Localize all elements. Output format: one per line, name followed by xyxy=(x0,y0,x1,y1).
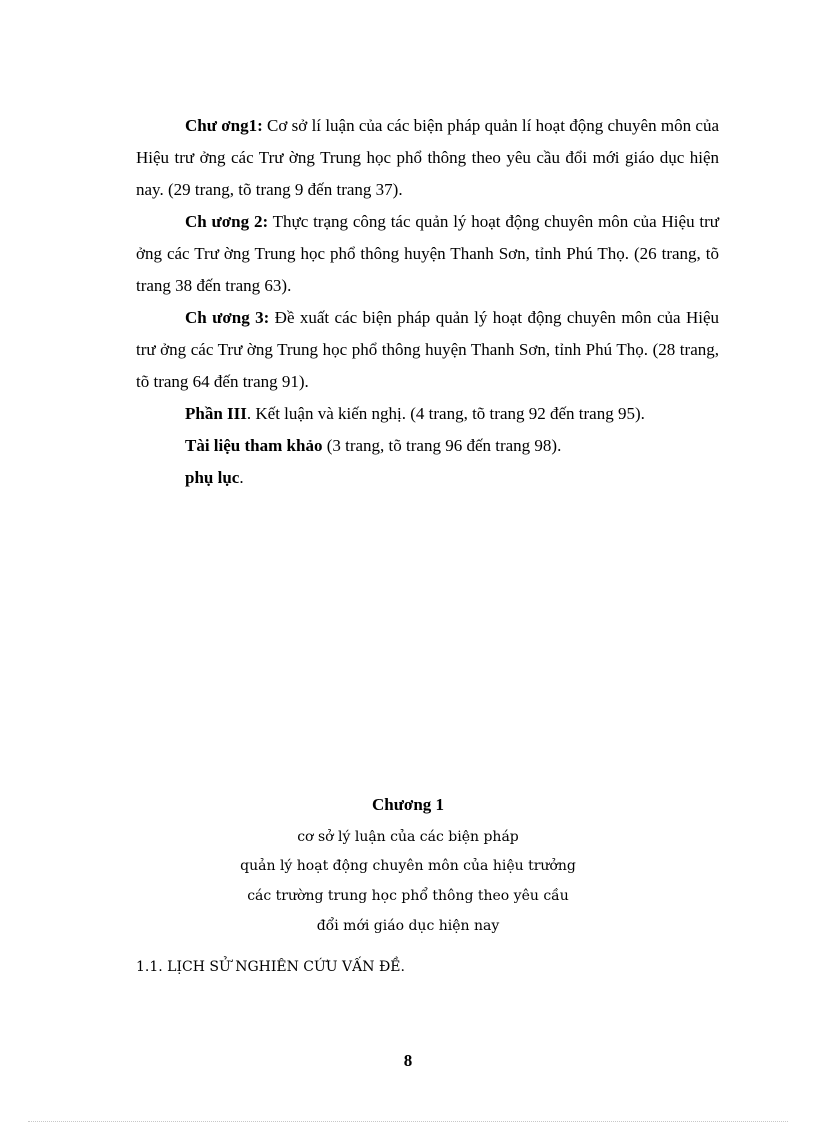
appendix-line xyxy=(185,462,244,494)
part3-description: . Kết luận và kiến nghị. (4 trang, tõ trang 92 đến trang 95). xyxy=(246,404,645,423)
section-heading: 1.1. LỊCH SỬ NGHIÊN CỨU VẤN ĐỀ. xyxy=(136,959,405,975)
chapter-subtitle-line-1: cơ sở lý luận của các biện pháp xyxy=(297,829,519,845)
part3-label: Phần III xyxy=(185,404,247,423)
chapter-title: Chương 1 xyxy=(371,795,445,814)
chapter-subtitle-line-4: đổi mới giáo dục hiện nay xyxy=(316,918,500,934)
page-number: 8 xyxy=(403,1051,413,1070)
chapter1-summary-text xyxy=(136,110,719,206)
chapter2-summary-text xyxy=(136,206,719,302)
chapter1-description: Cơ sở lí luận của các biện pháp quản lí hoạt động chuyên môn của Hiệu trư ởng các Trư ờng Trung học phổ thông theo yêu cầu đổi mới giáo dục hiện nay. (29 trang, tõ trang 9 đến trang 37). xyxy=(136,116,720,199)
chapter2-summary xyxy=(136,206,719,302)
chapter-subtitle-line-3: các trường trung học phổ thông theo yêu cầu xyxy=(247,888,569,904)
chapter2-description: Thực trạng công tác quản lý hoạt động chuyên môn của Hiệu trư ởng các Trư ờng Trung học phổ thông huyện Thanh Sơn, tỉnh Phú Thọ. (26 trang, tõ trang 38 đến trang 63). xyxy=(136,212,719,295)
chapter-subtitle-line-2: quản lý hoạt động chuyên môn của hiệu trưởng xyxy=(240,858,576,874)
appendix-label: phụ lục xyxy=(185,468,240,487)
page-bottom-divider xyxy=(28,1121,788,1122)
references-line xyxy=(185,430,561,462)
chapter3-description: Đề xuất các biện pháp quản lý hoạt động chuyên môn của Hiệu trư ởng các Trư ờng Trung học phổ thông huyện Thanh Sơn, tỉnh Phú Thọ. (28 trang, tõ trang 64 đến trang 91). xyxy=(136,308,719,391)
chapter1-summary xyxy=(136,110,719,206)
chapter3-summary xyxy=(136,302,719,398)
chapter3-summary-text xyxy=(136,302,719,398)
chapter1-label: Chư ơng1: xyxy=(185,116,263,135)
part3-line xyxy=(185,398,645,430)
references-label: Tài liệu tham khảo xyxy=(185,436,323,455)
chapter2-label: Ch ương 2: xyxy=(185,212,269,231)
chapter3-label: Ch ương 3: xyxy=(185,308,270,327)
appendix-punct: . xyxy=(239,468,244,487)
references-description: (3 trang, tõ trang 96 đến trang 98). xyxy=(322,436,562,455)
